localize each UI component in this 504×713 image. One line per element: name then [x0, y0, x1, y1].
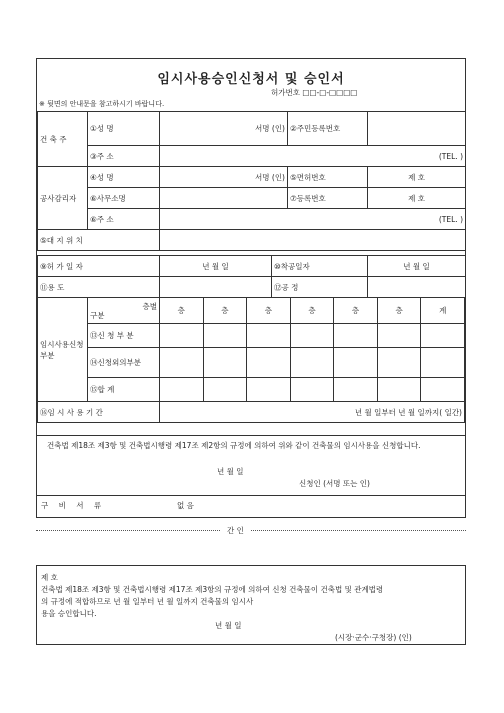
floor-col: 층: [334, 298, 378, 324]
floor-col: 층: [160, 298, 204, 324]
area-cell[interactable]: [160, 348, 204, 378]
applicant-table: [37, 111, 466, 251]
approval-text-3: 용을 승인합니다.: [41, 609, 97, 618]
supervisor-license-label: ⑤면허번호: [288, 167, 368, 188]
area-cell[interactable]: [203, 378, 247, 402]
supervisor-reg-field[interactable]: 제 호: [368, 188, 466, 209]
area-cell[interactable]: [334, 324, 378, 348]
permit-date-field[interactable]: 년 월 일: [160, 256, 272, 277]
site-table: [37, 255, 466, 298]
area-cell[interactable]: [421, 378, 465, 402]
permit-number: 허가번호 □□-□-□□□□: [271, 88, 358, 97]
area-cell[interactable]: [377, 348, 421, 378]
owner-regno-field[interactable]: [368, 112, 466, 146]
area-cell[interactable]: [377, 378, 421, 402]
area-row-label: ⑬신 청 부 분: [88, 324, 160, 348]
statement-date: 년 월 일: [217, 467, 244, 476]
use-field[interactable]: [160, 277, 272, 298]
owner-name-label: ①성 명: [88, 112, 160, 146]
div-header: 구분: [90, 310, 105, 320]
use-label: ⑪용 도: [38, 277, 160, 298]
area-cell[interactable]: [247, 348, 291, 378]
area-cell[interactable]: [290, 324, 334, 348]
docs-row: [37, 495, 465, 518]
docs-value: 없 음: [177, 501, 194, 510]
start-date-field[interactable]: 년 월 일: [368, 256, 466, 277]
area-cell[interactable]: [421, 324, 465, 348]
area-cell[interactable]: [377, 324, 421, 348]
cut-line: [36, 526, 466, 535]
permit-date-label: ⑨허 가 일 자: [38, 256, 160, 277]
floor-col: 층: [203, 298, 247, 324]
area-cell[interactable]: [421, 348, 465, 378]
process-field[interactable]: [368, 277, 466, 298]
area-cell[interactable]: [290, 348, 334, 378]
statement-applicant[interactable]: 신청인 (서명 또는 인): [299, 479, 370, 488]
owner-section-label: 건 축 주: [38, 112, 88, 167]
approval-date: 년 월 일: [215, 621, 242, 630]
approval-no: 제 호: [41, 573, 58, 582]
owner-name-field[interactable]: 서명 (인): [160, 112, 288, 146]
floor-col-total: 계: [421, 298, 465, 324]
supervisor-office-field[interactable]: [160, 188, 288, 209]
application-form: [36, 58, 466, 518]
floor-col: 층: [247, 298, 291, 324]
area-cell[interactable]: [334, 378, 378, 402]
approval-text-1: 건축법 제18조 제3항 및 건축법시행령 제17조 제3항의 규정에 의하여 신청 건축물이 건축법 및 관계법령: [41, 585, 384, 594]
statement-block: [37, 435, 465, 494]
area-row-label: ⑮합 계: [88, 378, 160, 402]
site-location-field[interactable]: [160, 230, 466, 251]
docs-label: 구 비 서 류: [41, 501, 106, 510]
area-cell[interactable]: [247, 378, 291, 402]
form-note: ※ 뒷면의 안내문을 참고하시기 바랍니다.: [39, 100, 165, 108]
supervisor-license-field[interactable]: 제 호: [368, 167, 466, 188]
floor-col: 층: [290, 298, 334, 324]
owner-addr-label: ③주 소: [88, 146, 160, 167]
period-label: ⑯임 시 사 용 기 간: [38, 402, 160, 423]
floor-header: 층별: [142, 301, 157, 311]
owner-regno-label: ②주민등록번호: [288, 112, 368, 146]
owner-addr-field[interactable]: (TEL. ): [160, 146, 466, 167]
area-cell[interactable]: [290, 378, 334, 402]
supervisor-name-field[interactable]: 서명 (인): [160, 167, 288, 188]
supervisor-office-label: ⑥사무소명: [88, 188, 160, 209]
supervisor-name-label: ④성 명: [88, 167, 160, 188]
form-title: 임시사용승인신청서 및 승인서: [157, 72, 345, 87]
area-section-label: 임시사용신청부분: [38, 298, 88, 402]
supervisor-addr-label: ⑥주 소: [88, 209, 160, 230]
area-cell[interactable]: [247, 324, 291, 348]
supervisor-reg-label: ⑦등록번호: [288, 188, 368, 209]
period-field[interactable]: 년 월 일부터 년 월 일까지( 일간): [160, 402, 465, 423]
area-table: [37, 297, 465, 423]
area-header-cell: [88, 298, 160, 324]
supervisor-addr-field[interactable]: (TEL. ): [160, 209, 466, 230]
supervisor-section-label: 공사감리자: [38, 167, 88, 230]
cut-label: 간 인: [221, 525, 250, 536]
area-cell[interactable]: [160, 378, 204, 402]
site-location-label: ⑤대 지 위 치: [38, 230, 160, 251]
area-cell[interactable]: [203, 324, 247, 348]
area-row-label: ⑭신청외의부분: [88, 348, 160, 378]
approval-signer: (시장·군수·구청장) (인): [335, 633, 412, 642]
floor-col: 층: [377, 298, 421, 324]
start-date-label: ⑩착공일자: [272, 256, 368, 277]
process-label: ⑫공 정: [272, 277, 368, 298]
area-cell[interactable]: [334, 348, 378, 378]
area-cell[interactable]: [203, 348, 247, 378]
approval-text-2: 의 규정에 적합하므로 년 월 일부터 년 월 일까지 건축물의 임시사: [41, 597, 254, 606]
area-cell[interactable]: [160, 324, 204, 348]
approval-form: [36, 565, 466, 645]
statement-text: 건축법 제18조 제3항 및 건축법시행령 제17조 제2항의 규정에 의하여 위와 같이 건축물의 임시사용을 신청합니다.: [47, 441, 421, 450]
